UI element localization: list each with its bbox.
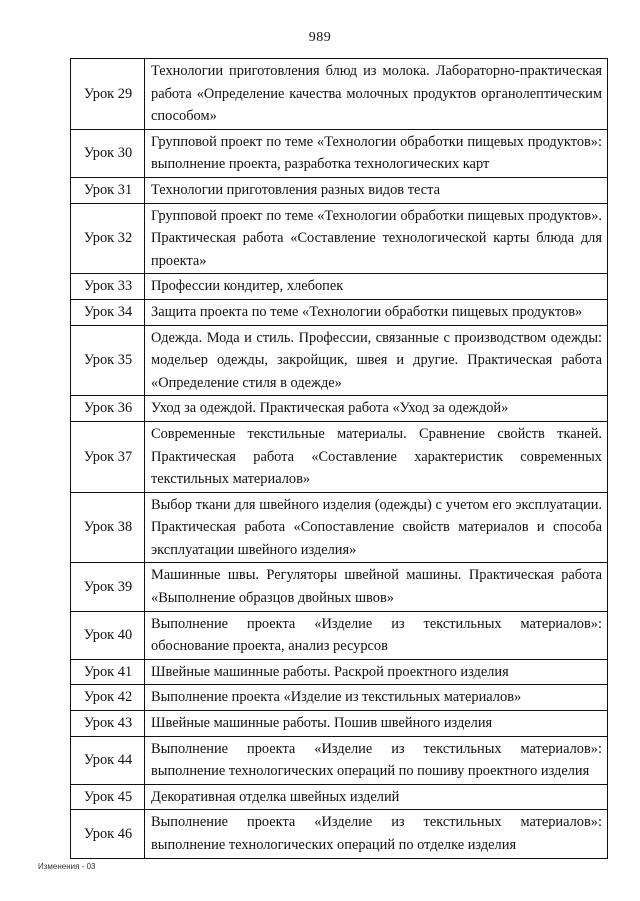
table-row — [71, 421, 608, 492]
lesson-number: Урок 37 — [71, 421, 145, 492]
lesson-number: Урок 29 — [71, 59, 145, 130]
table-row — [71, 711, 608, 737]
lesson-number: Урок 33 — [71, 274, 145, 300]
table-row — [71, 611, 608, 659]
lesson-topic: Одежда. Мода и стиль. Профессии, связанные с производством одежды: модельер одежды, закройщик, швея и другие. Практическая работа «Определение стиля в одежде» — [145, 325, 608, 396]
lesson-number: Урок 32 — [71, 203, 145, 274]
lesson-number: Урок 36 — [71, 396, 145, 422]
lesson-table — [70, 58, 608, 859]
table-row — [71, 685, 608, 711]
lesson-number: Урок 41 — [71, 659, 145, 685]
lesson-number: Урок 45 — [71, 784, 145, 810]
page-number: 989 — [308, 30, 332, 45]
lesson-topic: Выполнение проекта «Изделие из текстильных материалов»: выполнение технологических операций по отделке изделия — [145, 810, 608, 858]
table-row — [71, 492, 608, 563]
lesson-number: Урок 43 — [71, 711, 145, 737]
lesson-topic: Технологии приготовления разных видов теста — [145, 177, 608, 203]
lesson-number: Урок 35 — [71, 325, 145, 396]
lesson-number: Урок 42 — [71, 685, 145, 711]
lesson-table-body — [71, 59, 608, 859]
lesson-topic: Групповой проект по теме «Технологии обработки пищевых продуктов». Практическая работа «Составление технологической карты блюда для проекта» — [145, 203, 608, 274]
table-row — [71, 203, 608, 274]
table-row — [71, 274, 608, 300]
lesson-topic: Швейные машинные работы. Пошив швейного изделия — [145, 711, 608, 737]
lesson-topic: Групповой проект по теме «Технологии обработки пищевых продуктов»: выполнение проекта, разработка технологических карт — [145, 129, 608, 177]
lesson-number: Урок 40 — [71, 611, 145, 659]
table-row — [71, 810, 608, 858]
lesson-topic: Машинные швы. Регуляторы швейной машины. Практическая работа «Выполнение образцов двойных швов» — [145, 563, 608, 611]
lesson-topic: Выбор ткани для швейного изделия (одежды) с учетом его эксплуатации. Практическая работа «Сопоставление свойств материалов и способа эксплуатации швейного изделия» — [145, 492, 608, 563]
table-row — [71, 177, 608, 203]
lesson-topic: Выполнение проекта «Изделие из текстильных материалов» — [145, 685, 608, 711]
table-row — [71, 299, 608, 325]
lesson-topic: Защита проекта по теме «Технологии обработки пищевых продуктов» — [145, 299, 608, 325]
lesson-topic: Выполнение проекта «Изделие из текстильных материалов»: выполнение технологических операций по пошиву проектного изделия — [145, 736, 608, 784]
table-row — [71, 736, 608, 784]
lesson-topic: Швейные машинные работы. Раскрой проектного изделия — [145, 659, 608, 685]
lesson-number: Урок 34 — [71, 299, 145, 325]
lesson-topic: Технологии приготовления блюд из молока. Лабораторно-практическая работа «Определение качества молочных продуктов органолептическим способом» — [145, 59, 608, 130]
lesson-number: Урок 39 — [71, 563, 145, 611]
table-row — [71, 129, 608, 177]
table-row — [71, 563, 608, 611]
table-row — [71, 59, 608, 130]
lesson-number: Урок 31 — [71, 177, 145, 203]
table-row — [71, 325, 608, 396]
lesson-number: Урок 46 — [71, 810, 145, 858]
lesson-topic: Современные текстильные материалы. Сравнение свойств тканей. Практическая работа «Составление характеристик современных текстильных материалов» — [145, 421, 608, 492]
table-row — [71, 784, 608, 810]
lesson-topic: Декоративная отделка швейных изделий — [145, 784, 608, 810]
lesson-number: Урок 38 — [71, 492, 145, 563]
lesson-number: Урок 30 — [71, 129, 145, 177]
footer-revision-note: Изменения - 03 — [38, 862, 96, 871]
lesson-topic: Выполнение проекта «Изделие из текстильных материалов»: обоснование проекта, анализ ресурсов — [145, 611, 608, 659]
table-row — [71, 396, 608, 422]
lesson-topic: Профессии кондитер, хлебопек — [145, 274, 608, 300]
lesson-number: Урок 44 — [71, 736, 145, 784]
lesson-topic: Уход за одеждой. Практическая работа «Уход за одеждой» — [145, 396, 608, 422]
table-row — [71, 659, 608, 685]
